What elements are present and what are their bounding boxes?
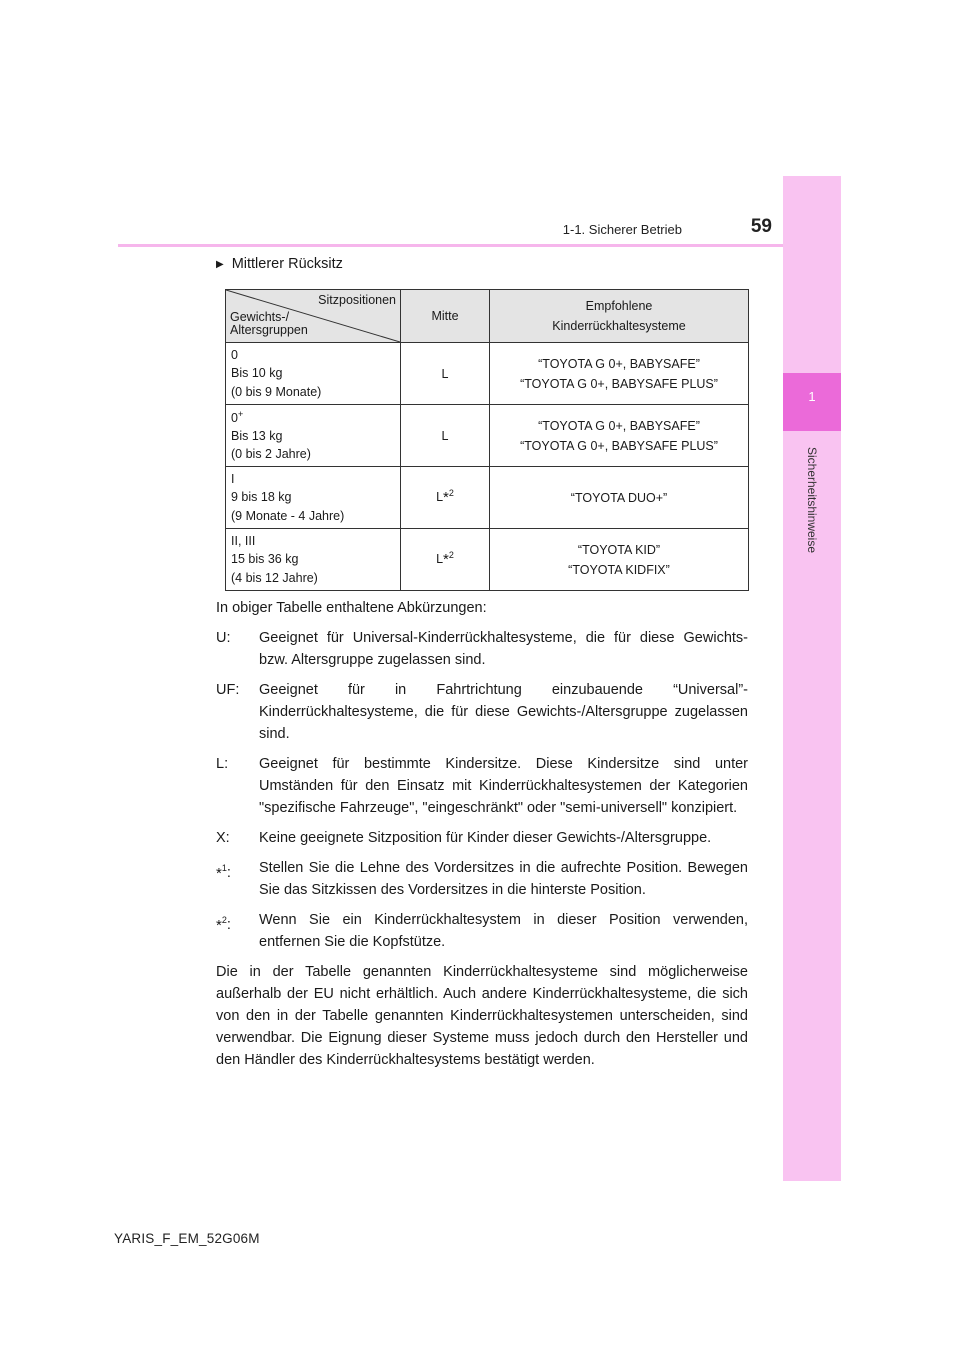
seat-position-table <box>225 289 749 591</box>
position-cell: L*$^2$ <box>401 529 490 591</box>
footnote-item: *$^1$: Stellen Sie die Lehne des Vordersitzes in die aufrechte Position. Bewegen Sie das Sitzkissen des Vordersitzes in die hinterste Position. <box>216 860 748 898</box>
footer-code: YARIS_F_EM_52G06M <box>114 1231 260 1246</box>
recommended-cell: “TOYOTA G 0+, BABYSAFE” “TOYOTA G 0+, BABYSAFE PLUS” <box>490 405 749 467</box>
group-cell: 0 Bis 10 kg (0 bis 9 Monate) <box>226 343 401 405</box>
chapter-label: Sicherheitshinweise <box>805 446 819 554</box>
table-row <box>226 529 749 591</box>
group-cell: I 9 bis 18 kg (9 Monate - 4 Jahre) <box>226 467 401 529</box>
abbreviation-item: U: Geeignet für Universal-Kinderrückhaltesysteme, die für diese Gewichts- bzw. Altersgruppe zugelassen sind. <box>216 630 748 668</box>
asterisk-icon: * <box>443 551 449 569</box>
abbreviation-item: UF: Geeignet für in Fahrtrichtung einzubauende “Universal”-Kinderrückhaltesysteme, die für diese Gewichts-/Altersgruppe zugelassen sind. <box>216 682 748 742</box>
header-mitte: Mitte <box>401 290 490 343</box>
recommended-cell: “TOYOTA KID” “TOYOTA KIDFIX” <box>490 529 749 591</box>
footnote-item: *$^2$: Wenn Sie ein Kinderrückhaltesystem in dieser Position verwenden, entfernen Sie die Kopfstütze. <box>216 912 748 950</box>
asterisk-icon: * <box>443 489 449 507</box>
diagonal-header-cell <box>226 290 401 343</box>
abbreviation-intro: In obiger Tabelle enthaltene Abkürzungen: <box>216 600 487 616</box>
table-header-row <box>226 290 749 343</box>
group-cell: 0+ Bis 13 kg (0 bis 2 Jahre) <box>226 405 401 467</box>
asterisk-icon: * <box>216 916 222 934</box>
position-cell: L <box>401 343 490 405</box>
table-row <box>226 405 749 467</box>
subheading <box>216 256 343 272</box>
group-cell: II, III 15 bis 36 kg (4 bis 12 Jahre) <box>226 529 401 591</box>
header-rule <box>118 244 783 247</box>
recommended-cell: “TOYOTA G 0+, BABYSAFE” “TOYOTA G 0+, BABYSAFE PLUS” <box>490 343 749 405</box>
header-seat-positions: Sitzpositionen <box>318 293 396 307</box>
recommended-cell: “TOYOTA DUO+” <box>490 467 749 529</box>
triangle-bullet-icon: ▶ <box>216 259 224 270</box>
header-weight-age-groups: Gewichts-/ Altersgruppen <box>230 309 308 338</box>
body-text <box>216 597 748 1079</box>
side-strip <box>783 176 841 1181</box>
header-section: 1-1. Sicherer Betrieb <box>562 222 682 237</box>
position-cell: L*$^2$ <box>401 467 490 529</box>
header-recommended: Empfohlene Kinderrückhaltesysteme <box>490 290 749 343</box>
table-row <box>226 467 749 529</box>
position-cell: L <box>401 405 490 467</box>
abbreviation-item: X: Keine geeignete Sitzposition für Kinder dieser Gewichts-/Altersgruppe. <box>216 830 712 846</box>
subheading-text: Mittlerer Rücksitz <box>231 256 343 272</box>
chapter-number: 1 <box>808 389 816 404</box>
table-row <box>226 343 749 405</box>
closing-paragraph: Die in der Tabelle genannten Kinderrückhaltesysteme sind möglicherweise außerhalb der EU nicht erhältlich. Auch andere Kinderrückhaltesysteme, die sich von den in der Tabelle genannten Kinderrückhaltesystemen unterscheiden, sind verwendbar. Die Eignung dieser Systeme muss jedoch durch den Hersteller und den Händler des Kinderrückhaltesystems bestätigt werden. <box>216 964 748 1068</box>
abbreviation-item: L: Geeignet für bestimmte Kindersitze. Diese Kindersitze sind unter Umständen für den Einsatz mit Kinderrückhaltesystemen der Kategorien "spezifische Fahrzeuge", "eingeschränkt" oder "semi-universell" konzipiert. <box>216 756 748 816</box>
asterisk-icon: * <box>216 864 222 882</box>
page-number: 59 <box>750 216 772 237</box>
